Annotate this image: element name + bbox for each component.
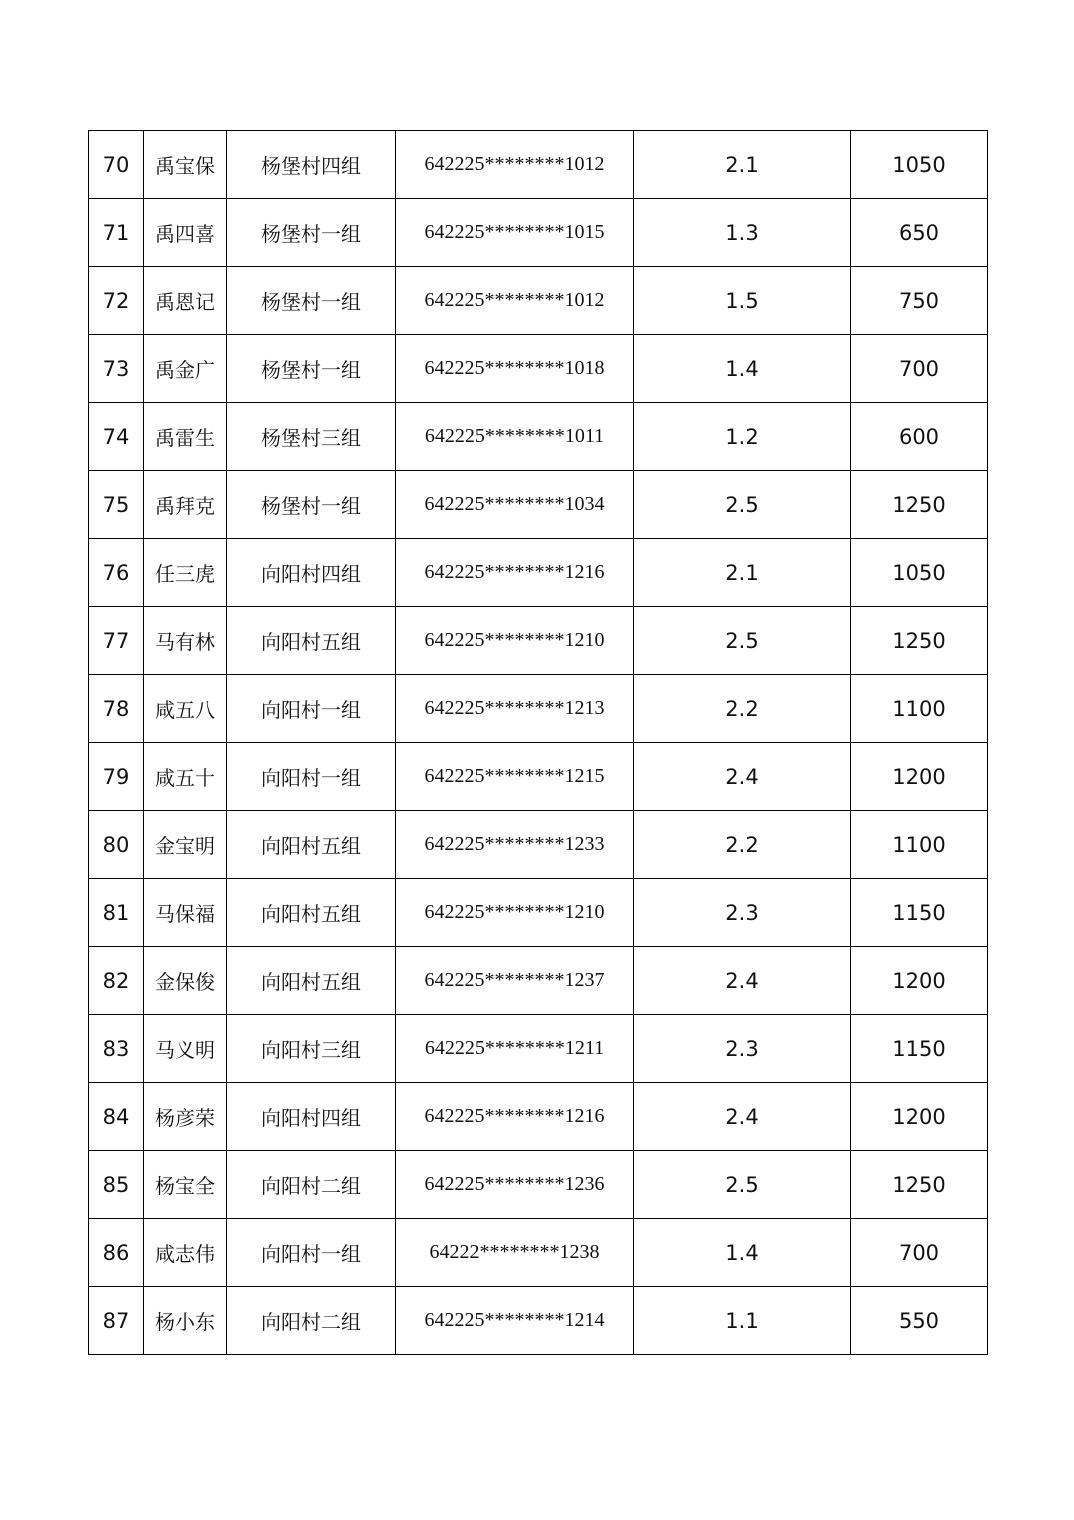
area-value: 1.5: [634, 267, 851, 335]
village-group: 向阳村五组: [227, 879, 396, 947]
id-number: 642225********1018: [396, 335, 634, 403]
id-number: 642225********1237: [396, 947, 634, 1015]
amount-value: 1100: [851, 675, 988, 743]
amount-value: 1150: [851, 1015, 988, 1083]
amount-value: 1250: [851, 1151, 988, 1219]
table-row: [89, 1219, 988, 1287]
table-row: [89, 879, 988, 947]
person-name: 禹拜克: [144, 471, 227, 539]
person-name: 杨宝全: [144, 1151, 227, 1219]
row-number: 77: [89, 607, 144, 675]
village-group: 杨堡村一组: [227, 335, 396, 403]
area-value: 1.1: [634, 1287, 851, 1355]
village-group: 杨堡村三组: [227, 403, 396, 471]
area-value: 2.2: [634, 675, 851, 743]
village-group: 向阳村一组: [227, 675, 396, 743]
roster-body: [89, 131, 988, 1355]
row-number: 72: [89, 267, 144, 335]
table-row: [89, 1151, 988, 1219]
area-value: 1.4: [634, 335, 851, 403]
area-value: 2.1: [634, 131, 851, 199]
id-number: 642225********1236: [396, 1151, 634, 1219]
village-group: 向阳村四组: [227, 539, 396, 607]
area-value: 1.4: [634, 1219, 851, 1287]
area-value: 2.4: [634, 1083, 851, 1151]
table-row: [89, 539, 988, 607]
amount-value: 1050: [851, 539, 988, 607]
person-name: 禹恩记: [144, 267, 227, 335]
village-group: 向阳村五组: [227, 947, 396, 1015]
row-number: 80: [89, 811, 144, 879]
area-value: 2.4: [634, 947, 851, 1015]
amount-value: 1150: [851, 879, 988, 947]
amount-value: 1250: [851, 471, 988, 539]
row-number: 87: [89, 1287, 144, 1355]
area-value: 2.3: [634, 1015, 851, 1083]
person-name: 禹宝保: [144, 131, 227, 199]
amount-value: 700: [851, 1219, 988, 1287]
area-value: 2.3: [634, 879, 851, 947]
village-group: 向阳村四组: [227, 1083, 396, 1151]
id-number: 642225********1216: [396, 1083, 634, 1151]
table-row: [89, 335, 988, 403]
area-value: 2.1: [634, 539, 851, 607]
village-group: 杨堡村一组: [227, 471, 396, 539]
person-name: 咸五十: [144, 743, 227, 811]
table-row: [89, 1287, 988, 1355]
id-number: 642225********1012: [396, 267, 634, 335]
amount-value: 700: [851, 335, 988, 403]
table-row: [89, 1015, 988, 1083]
person-name: 马保福: [144, 879, 227, 947]
person-name: 咸五八: [144, 675, 227, 743]
area-value: 1.3: [634, 199, 851, 267]
row-number: 74: [89, 403, 144, 471]
table-row: [89, 199, 988, 267]
person-name: 咸志伟: [144, 1219, 227, 1287]
row-number: 85: [89, 1151, 144, 1219]
person-name: 杨彦荣: [144, 1083, 227, 1151]
id-number: 642225********1213: [396, 675, 634, 743]
row-number: 81: [89, 879, 144, 947]
village-group: 向阳村五组: [227, 607, 396, 675]
id-number: 642225********1034: [396, 471, 634, 539]
village-group: 杨堡村一组: [227, 267, 396, 335]
row-number: 71: [89, 199, 144, 267]
id-number: 64222********1238: [396, 1219, 634, 1287]
person-name: 禹金广: [144, 335, 227, 403]
table-row: [89, 811, 988, 879]
table-row: [89, 607, 988, 675]
village-group: 杨堡村四组: [227, 131, 396, 199]
row-number: 76: [89, 539, 144, 607]
village-group: 向阳村三组: [227, 1015, 396, 1083]
amount-value: 750: [851, 267, 988, 335]
id-number: 642225********1215: [396, 743, 634, 811]
table-row: [89, 743, 988, 811]
row-number: 79: [89, 743, 144, 811]
area-value: 2.2: [634, 811, 851, 879]
amount-value: 600: [851, 403, 988, 471]
amount-value: 1100: [851, 811, 988, 879]
row-number: 83: [89, 1015, 144, 1083]
table-row: [89, 131, 988, 199]
person-name: 禹雷生: [144, 403, 227, 471]
subsidy-roster-table: [88, 130, 988, 1355]
table-row: [89, 1083, 988, 1151]
amount-value: 1200: [851, 743, 988, 811]
area-value: 2.5: [634, 1151, 851, 1219]
person-name: 马有林: [144, 607, 227, 675]
person-name: 金保俊: [144, 947, 227, 1015]
amount-value: 550: [851, 1287, 988, 1355]
village-group: 向阳村一组: [227, 743, 396, 811]
village-group: 向阳村二组: [227, 1287, 396, 1355]
person-name: 任三虎: [144, 539, 227, 607]
id-number: 642225********1216: [396, 539, 634, 607]
person-name: 金宝明: [144, 811, 227, 879]
amount-value: 1050: [851, 131, 988, 199]
table-row: [89, 403, 988, 471]
id-number: 642225********1210: [396, 607, 634, 675]
id-number: 642225********1233: [396, 811, 634, 879]
id-number: 642225********1210: [396, 879, 634, 947]
row-number: 82: [89, 947, 144, 1015]
village-group: 杨堡村一组: [227, 199, 396, 267]
area-value: 2.5: [634, 607, 851, 675]
table-row: [89, 675, 988, 743]
area-value: 2.5: [634, 471, 851, 539]
village-group: 向阳村一组: [227, 1219, 396, 1287]
row-number: 70: [89, 131, 144, 199]
id-number: 642225********1211: [396, 1015, 634, 1083]
area-value: 1.2: [634, 403, 851, 471]
row-number: 75: [89, 471, 144, 539]
row-number: 73: [89, 335, 144, 403]
person-name: 马义明: [144, 1015, 227, 1083]
amount-value: 1200: [851, 947, 988, 1015]
id-number: 642225********1214: [396, 1287, 634, 1355]
row-number: 78: [89, 675, 144, 743]
table-row: [89, 947, 988, 1015]
amount-value: 650: [851, 199, 988, 267]
id-number: 642225********1015: [396, 199, 634, 267]
person-name: 禹四喜: [144, 199, 227, 267]
id-number: 642225********1012: [396, 131, 634, 199]
row-number: 84: [89, 1083, 144, 1151]
village-group: 向阳村五组: [227, 811, 396, 879]
area-value: 2.4: [634, 743, 851, 811]
table-row: [89, 267, 988, 335]
village-group: 向阳村二组: [227, 1151, 396, 1219]
amount-value: 1200: [851, 1083, 988, 1151]
table-row: [89, 471, 988, 539]
amount-value: 1250: [851, 607, 988, 675]
person-name: 杨小东: [144, 1287, 227, 1355]
id-number: 642225********1011: [396, 403, 634, 471]
row-number: 86: [89, 1219, 144, 1287]
